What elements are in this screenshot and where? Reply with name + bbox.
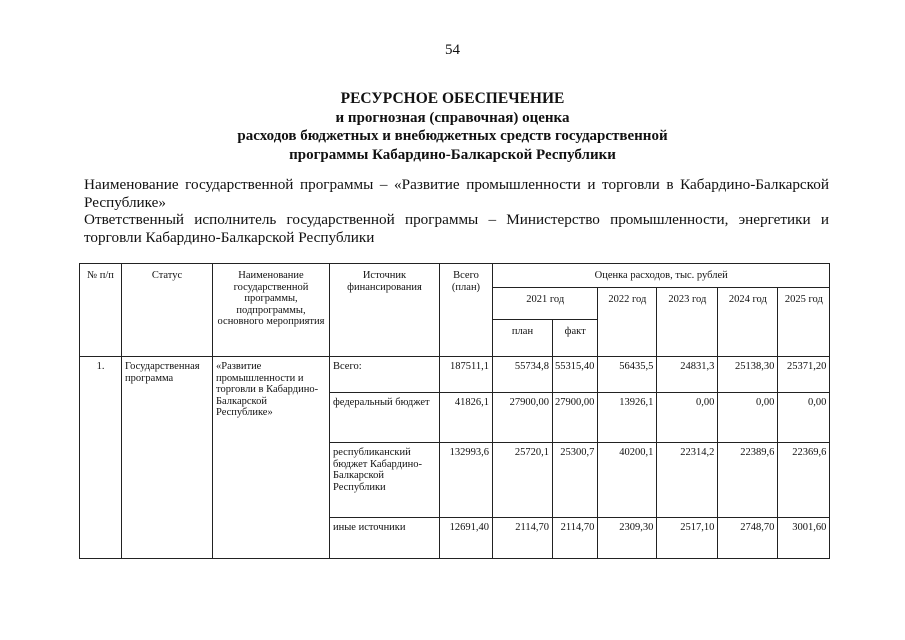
year-2022-cell: 56435,5 [598, 357, 657, 393]
header-year-2022: 2022 год [598, 288, 657, 357]
header-fact: факт [553, 320, 598, 357]
header-name: Наименование государственной программы, подпрограммы, основного мероприятия [213, 264, 330, 357]
year-2022-cell: 40200,1 [598, 443, 657, 518]
year-2025-cell: 0,00 [778, 393, 830, 443]
source-cell: Всего: [330, 357, 440, 393]
year-2022-cell: 13926,1 [598, 393, 657, 443]
document-title [0, 90, 905, 164]
title-line-3: расходов бюджетных и внебюджетных средств государственной [237, 128, 668, 144]
header-num: № п/п [80, 264, 122, 357]
plan-2021-cell: 55734,8 [493, 357, 553, 393]
header-year-2025: 2025 год [778, 288, 830, 357]
table-row [80, 357, 830, 393]
page-number: 54 [445, 42, 460, 58]
source-cell: федеральный бюджет [330, 393, 440, 443]
resource-table [79, 263, 830, 559]
intro-text [84, 176, 829, 246]
row-status: Государственная программа [122, 357, 213, 559]
row-number: 1. [80, 357, 122, 559]
title-line-1: РЕСУРСНОЕ ОБЕСПЕЧЕНИЕ [340, 90, 565, 107]
total-cell: 12691,40 [440, 518, 493, 559]
fact-2021-cell: 2114,70 [553, 518, 598, 559]
header-status: Статус [122, 264, 213, 357]
year-2023-cell: 24831,3 [657, 357, 718, 393]
header-plan: план [493, 320, 553, 357]
header-total: Всего (план) [440, 264, 493, 357]
row-program-name: «Развитие промышленности и торговли в Кабардино-Балкарской Республике» [213, 357, 330, 559]
plan-2021-cell: 27900,00 [493, 393, 553, 443]
year-2023-cell: 0,00 [657, 393, 718, 443]
source-cell: республиканский бюджет Кабардино-Балкарской Республики [330, 443, 440, 518]
year-2024-cell: 25138,30 [718, 357, 778, 393]
year-2023-cell: 22314,2 [657, 443, 718, 518]
total-cell: 132993,6 [440, 443, 493, 518]
program-name-paragraph: Наименование государственной программы – «Развитие промышленности и торговли в Кабардино-Балкарской Республике» [84, 176, 829, 211]
year-2023-cell: 2517,10 [657, 518, 718, 559]
fact-2021-cell: 25300,7 [553, 443, 598, 518]
year-2025-cell: 25371,20 [778, 357, 830, 393]
fact-2021-cell: 55315,40 [553, 357, 598, 393]
year-2024-cell: 0,00 [718, 393, 778, 443]
header-year-2024: 2024 год [718, 288, 778, 357]
header-year-2021: 2021 год [493, 288, 598, 320]
year-2025-cell: 22369,6 [778, 443, 830, 518]
plan-2021-cell: 2114,70 [493, 518, 553, 559]
total-cell: 187511,1 [440, 357, 493, 393]
year-2025-cell: 3001,60 [778, 518, 830, 559]
header-estimate: Оценка расходов, тыс. рублей [493, 264, 830, 288]
executor-paragraph: Ответственный исполнитель государственной программы – Министерство промышленности, энергетики и торговли Кабардино-Балкарской Республики [84, 211, 829, 246]
title-line-4: программы Кабардино-Балкарской Республики [289, 146, 616, 163]
fact-2021-cell: 27900,00 [553, 393, 598, 443]
header-source: Источник финансирования [330, 264, 440, 357]
year-2024-cell: 2748,70 [718, 518, 778, 559]
source-cell: иные источники [330, 518, 440, 559]
year-2022-cell: 2309,30 [598, 518, 657, 559]
plan-2021-cell: 25720,1 [493, 443, 553, 518]
header-year-2023: 2023 год [657, 288, 718, 357]
year-2024-cell: 22389,6 [718, 443, 778, 518]
title-line-2: и прогнозная (справочная) оценка [335, 109, 570, 126]
total-cell: 41826,1 [440, 393, 493, 443]
